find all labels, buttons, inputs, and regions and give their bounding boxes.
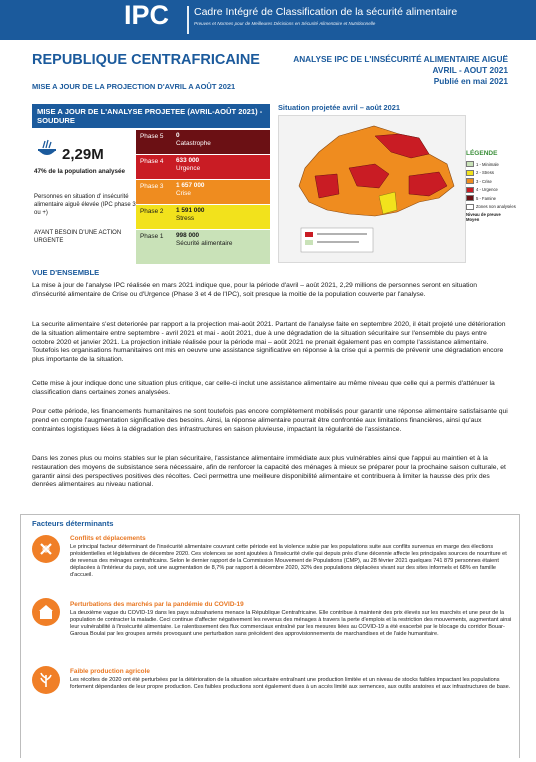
logo-divider — [187, 6, 189, 34]
summary-key-figures — [32, 130, 136, 264]
market-icon — [32, 598, 60, 626]
analysis-title-line1: ANALYSE IPC DE L'INSÉCURITÉ ALIMENTAIRE AIGUË — [293, 54, 508, 64]
phase-count: 0 — [176, 132, 180, 139]
evidence-level — [466, 212, 532, 222]
phase-5-row — [136, 130, 270, 154]
phase-label: Phase 3 — [140, 183, 164, 190]
phase-name: Stress — [176, 215, 195, 222]
legend-label: Zones non analysées — [476, 204, 516, 210]
phase-2-row — [136, 205, 270, 229]
summary-header: MISE A JOUR DE L'ANALYSE PROJETEE (AVRIL-AOÛT 2021) -SOUDURE — [32, 104, 270, 128]
map-drawing — [279, 116, 465, 262]
legend-item — [466, 160, 532, 169]
overview-paragraph-2: La securite alimentaire s'est deteriorée par rapport a la projection mai-août 2021. Partant de l'analyse faite en septembre 2020, il était projeté une détérioration de la situation alimentaire entre septembre - avril 2021 et mai - août 2021, due à une dégradation de la situation sécuritaire sur l'ensemble du pays entre octobre 2020 et janvier 2021. La projection initiale réalisée pour la période mai – août 2021 ne prenait également pas en compte l'assistance alimentaire. Toutefois les organisations humanitaires ont mis en oeuvre une assistance significative en réponse à la crise qui a permis de prévenir une dégradation encore plus importante de la situation. — [32, 321, 506, 363]
phase-1-row — [136, 230, 270, 264]
phase-name: Urgence — [176, 165, 201, 172]
phase-label: Phase 4 — [140, 158, 164, 165]
phase-count: 633 000 — [176, 157, 200, 164]
overview-paragraph-5: Dans les zones plus ou moins stables sur le plan sécuritaire, l'assistance alimentaire immédiate aux plus vulnérables ainsi que l'appui au maintien et à la restauration des moyens de subsistance sera nécessaire, afin de renforcer la capacité des ménages à mieux se préparer pour la prochaine saison culturale, et garantir ainsi des perspectives positives des récoltes. Ceci permettra une meilleure disponibilité alimentaire et contribuera à limiter la hausse des prix des denrées alimentaires au niveau national. — [32, 455, 506, 489]
phase-count: 1 591 000 — [176, 207, 205, 214]
legend-label: 2 - Stress — [476, 170, 494, 176]
phase-4-row — [136, 155, 270, 179]
overview-paragraph-4: Pour cette période, les financements humanitaires ne sont toutefois pas encore complètement mobilisés pour garantir une réponse alimentaire satisfaisante qui prend en compte l'augmentation significative des besoins. Ainsi, la réponse alimentaire pourrait être confrontée aux limitations financières, ainsi qu'aux contraintes logistiques liées à la dégradation des infrastructures en saison pluvieuse, impactant la régularité de l'assistance. — [32, 408, 508, 433]
analysis-title-line3: Publié en mai 2021 — [433, 76, 508, 86]
car-phase-map — [278, 115, 466, 263]
analysis-title — [293, 54, 508, 87]
legend-label: 1 - Minimale — [476, 161, 499, 167]
legend-swatch — [466, 204, 474, 210]
factor-heading-conflict: Conflits et déplacements — [70, 535, 146, 542]
factor-text-agriculture: Les récoltes de 2020 ont été perturbées par la détérioration de la situation sécuritaire entraînant une production limitée et un niveau de stocks faibles impactant les populations fortement dépendantes de leur propre production. Ces faibles productions sont également dues à un accès limité aux semences, aux outils aratoires et aux infrastructures de base. — [70, 677, 511, 691]
legend-swatch — [466, 170, 474, 176]
map-legend — [466, 160, 532, 222]
map-title: Situation projetée avril – août 2021 — [278, 103, 400, 112]
overview-title: VUE D'ENSEMBLE — [32, 268, 100, 277]
urgent-action-label: AYANT BESOIN D'UNE ACTION URGENTE — [34, 230, 122, 244]
factor-heading-agriculture: Faible production agricole — [70, 668, 150, 675]
legend-swatch — [466, 195, 474, 201]
legend-item — [466, 169, 532, 178]
legend-swatch — [466, 187, 474, 193]
food-bowl-icon — [36, 138, 58, 160]
phase-label: Phase 1 — [140, 233, 164, 240]
total-people-figure: 2,29M — [62, 146, 104, 163]
overview-paragraph-3: Cette mise à jour indique donc une situation plus critique, car celle-ci inclut une assistance alimentaire au même niveau que celle qui a permis d'atténuer la classification dans certaines zones analysées. — [32, 380, 495, 396]
phase-value — [172, 180, 270, 204]
population-percent: 47% de la population analysée — [34, 168, 125, 175]
factor-text-conflict: Le principal facteur déterminant de l'insécurité alimentaire couvrant cette période est la violence subie par les populations suite aux conflits survenus en marge des élections présidentielles et législatives de décembre 2020. Ces violences se sont ajoutées à l'insécurité civile qui depuis près d'une décennie affecte les principales sources de nourriture et de revenus des ménages centrafricains. Selon le dernier rapport de la Commission Mouvement de Populations (CMP), au 28 février 2021 quelques 741 879 personnes étaient déplacées à l'intérieur du pays, soit une augmentation de 8,7% par rapport à décembre 2020, 32% des populations déplacées vivant sur des sites informels et 68% en famille d'accueil. — [70, 544, 507, 579]
phase-value — [172, 130, 270, 154]
phase-count: 1 657 000 — [176, 182, 205, 189]
phase-label: Phase 2 — [140, 208, 164, 215]
ipc-tagline: Preuves et Normes pour de Meilleures Décisions en Sécurité Alimentaire et Nutritionnelle — [194, 21, 376, 26]
factor-heading-covid: Perturbations des marchés par la pandémie du COVID-19 — [70, 601, 244, 608]
phase-count: 998 000 — [176, 232, 200, 239]
phase-3-row — [136, 180, 270, 204]
phase-name: Sécurité alimentaire — [176, 240, 233, 247]
legend-item — [466, 186, 532, 195]
legend-swatch — [466, 161, 474, 167]
phase-value — [172, 155, 270, 179]
phase-value — [172, 230, 270, 264]
phase-value — [172, 205, 270, 229]
agriculture-icon — [32, 666, 60, 694]
ipc-header-band — [0, 0, 536, 40]
legend-title: LÉGENDE — [466, 150, 498, 157]
persons-description: Personnes en situation d' insécurité alimentaire aiguë élevée (IPC phase 3 ou +) — [34, 194, 136, 216]
country-title: REPUBLIQUE CENTRAFRICAINE — [32, 52, 260, 68]
legend-item — [466, 177, 532, 186]
phase-label: Phase 5 — [140, 133, 164, 140]
ipc-logo: IPC — [124, 0, 170, 30]
legend-label: 4 - Urgence — [476, 187, 498, 193]
evidence-label: Niveau de preuve — [466, 212, 501, 217]
conflict-icon — [32, 535, 60, 563]
legend-label: 5 - Famine — [476, 195, 497, 201]
evidence-value: Moyen — [466, 217, 480, 222]
ipc-full-title: Cadre Intégré de Classification de la sécurité alimentaire — [194, 6, 458, 18]
phase-name: Catastrophe — [176, 140, 211, 147]
phase-name: Crise — [176, 190, 191, 197]
factor-text-covid: La deuxième vague du COVID-19 dans les pays subsahariens menace la République Centrafricaine. Elle contribue à maintenir des prix élevés sur les marchés et une peur de la population de contracter la maladie. Ceci continue d'affecter négativement les revenus des ménages à travers la perte d'emplois et la restriction des mouvements, augmentant ainsi leur vulnérabilité à l'insécurité alimentaire. Le ralentissement des flux commerciaux entraîné par les mesures liées au COVID-19 a été exacerbé par le blocage du corridor Bouar-Garoua Boulai par les groupes armés provoquant une perturbation sans précédent des approvisionnements de marchandises et de l'aide humanitaire. — [70, 610, 512, 638]
analysis-title-line2: AVRIL - AOUT 2021 — [432, 65, 508, 75]
overview-paragraph-1: La mise à jour de l'analyse IPC réalisée en mars 2021 indique que, pour la période d'avril – août 2021, 2,29 millions de personnes seront en situation d'insécurité alimentaire de Crise ou d'Urgence (Phase 3 et 4 de l'IPC), soit presque la moitie de la population couverte par l'analyse. — [32, 282, 477, 298]
projection-subtitle: MISE A JOUR DE LA PROJECTION D'AVRIL A AOÛT 2021 — [32, 82, 236, 91]
legend-item — [466, 194, 532, 203]
legend-item — [466, 203, 532, 212]
legend-swatch — [466, 178, 474, 184]
factors-title: Facteurs déterminants — [32, 519, 114, 528]
legend-label: 3 - Crise — [476, 178, 492, 184]
